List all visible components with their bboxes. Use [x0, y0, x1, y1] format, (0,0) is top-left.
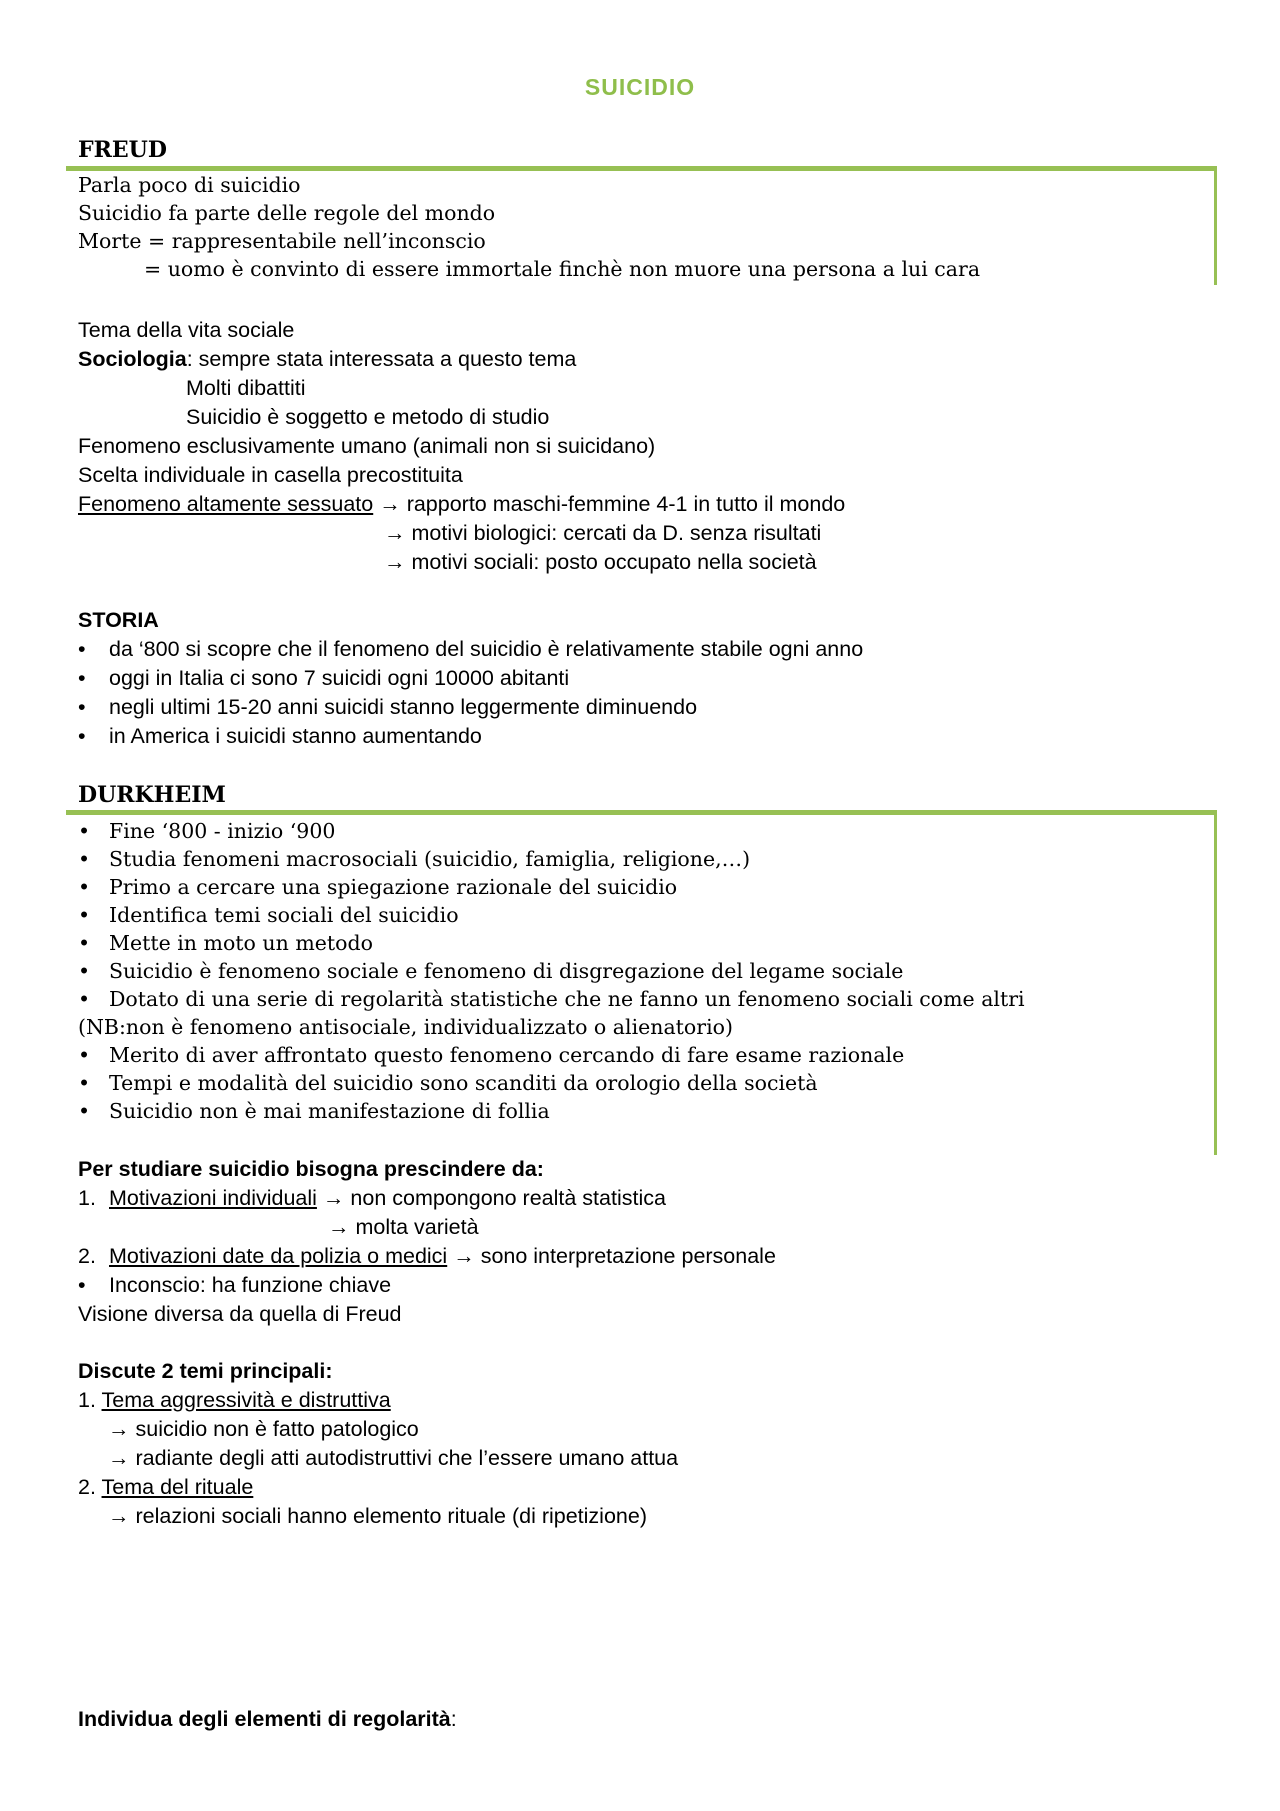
- bullet-icon: •: [78, 695, 86, 719]
- durkheim-item-text: Tempi e modalità del suicidio sono scanditi da orologio della società: [109, 1071, 818, 1095]
- regolarita-section: [78, 1705, 1208, 1734]
- list-number: 1.: [78, 1186, 96, 1210]
- arrow-icon: →: [328, 1215, 350, 1239]
- regolarita-colon: :: [450, 1707, 457, 1731]
- arrow-icon: →: [384, 521, 406, 545]
- prescindere-arrow-text: sono interpretazione personale: [480, 1244, 776, 1268]
- arrow-icon: →: [322, 1186, 345, 1210]
- storia-item-text: in America i suicidi stanno aumentando: [109, 724, 482, 748]
- tema-item: [78, 1473, 1208, 1502]
- sessuato-arrow-line: [78, 519, 1208, 548]
- durkheim-item-text: Fine ‘800 - inizio ‘900: [109, 819, 336, 843]
- storia-section: [78, 606, 1208, 751]
- durkheim-item-text: Primo a cercare una spiegazione razionale del suicidio: [109, 875, 678, 899]
- bullet-icon: •: [78, 1071, 91, 1095]
- sociology-subline: Molti dibattiti: [186, 376, 306, 400]
- durkheim-item: [78, 845, 1208, 873]
- storia-item: [78, 664, 1208, 693]
- sessuato-arrow-text: motivi sociali: posto occupato nella società: [411, 550, 817, 574]
- bullet-icon: •: [78, 1099, 91, 1123]
- sociology-subline: Suicidio è soggetto e metodo di studio: [186, 405, 550, 429]
- tema-item: [78, 1386, 1208, 1415]
- freud-line: Morte = rappresentabile nell’inconscio: [78, 229, 486, 253]
- bullet-icon: •: [78, 724, 86, 748]
- social-theme-line: Tema della vita sociale: [78, 318, 295, 342]
- bullet-icon: •: [78, 847, 91, 871]
- bullet-icon: •: [78, 1043, 91, 1067]
- freud-line: Suicidio fa parte delle regole del mondo: [78, 201, 496, 225]
- durkheim-item-text: Identifica temi sociali del suicidio: [109, 903, 459, 927]
- bullet-icon: •: [78, 666, 86, 690]
- storia-item: [78, 722, 1208, 751]
- durkheim-item: [78, 873, 1208, 901]
- durkheim-item-text: Dotato di una serie di regolarità statistiche che ne fanno un fenomeno sociali come altri: [109, 987, 1025, 1011]
- sessuato-line: [78, 490, 1208, 519]
- visione-line: Visione diversa da quella di Freud: [78, 1302, 402, 1326]
- list-number: 2.: [78, 1244, 96, 1268]
- inconscio-text: Inconscio: ha funzione chiave: [109, 1273, 392, 1297]
- inconscio-item: [78, 1271, 1208, 1300]
- social-line: Fenomeno esclusivamente umano (animali non si suicidano): [78, 434, 656, 458]
- sessuato-arrow-text: rapporto maschi-femmine 4-1 in tutto il mondo: [406, 492, 846, 516]
- tema-label: Tema aggressività e distruttiva: [101, 1388, 391, 1412]
- storia-heading: STORIA: [78, 608, 159, 632]
- sessuato-label: Fenomeno altamente sessuato: [78, 492, 374, 516]
- list-number: 1.: [78, 1388, 96, 1412]
- bullet-icon: •: [78, 875, 91, 899]
- prescindere-item: [78, 1242, 1208, 1271]
- social-section: [78, 316, 1208, 577]
- bullet-icon: •: [78, 987, 91, 1011]
- storia-item: [78, 693, 1208, 722]
- durkheim-item-text: Suicidio è fenomeno sociale e fenomeno di disgregazione del legame sociale: [109, 959, 904, 983]
- storia-item-text: negli ultimi 15-20 anni suicidi stanno leggermente diminuendo: [109, 695, 698, 719]
- prescindere-item: [78, 1184, 1208, 1213]
- durkheim-note: (NB:non è fenomeno antisociale, individualizzato o alienatorio): [78, 1015, 733, 1039]
- prescindere-heading: Per studiare suicidio bisogna prescindere da:: [78, 1157, 544, 1181]
- bullet-icon: •: [78, 637, 86, 661]
- temi-heading: Discute 2 temi principali:: [78, 1359, 333, 1383]
- freud-heading: FREUD: [78, 137, 167, 163]
- prescindere-arrow-line: [78, 1213, 1208, 1242]
- tema-arrow-line: [78, 1415, 1208, 1444]
- tema-arrow-text: radiante degli atti autodistruttivi che l’essere umano attua: [135, 1446, 679, 1470]
- arrow-icon: →: [108, 1417, 130, 1441]
- durkheim-item-text: Studia fenomeni macrosociali (suicidio, famiglia, religione,…): [109, 847, 751, 871]
- freud-line: = uomo è convinto di essere immortale finchè non muore una persona a lui cara: [144, 257, 981, 281]
- temi-section: [78, 1357, 1208, 1531]
- durkheim-item: [78, 901, 1208, 929]
- tema-arrow-line: [78, 1502, 1208, 1531]
- storia-item: [78, 635, 1208, 664]
- bullet-icon: •: [78, 959, 91, 983]
- durkheim-item: [78, 957, 1208, 985]
- sociology-line: [78, 345, 1208, 374]
- bullet-icon: •: [78, 931, 91, 955]
- regolarita-line: [78, 1705, 1208, 1734]
- durkheim-item: [78, 1041, 1208, 1069]
- social-line: Scelta individuale in casella precostituita: [78, 463, 463, 487]
- tema-arrow-line: [78, 1444, 1208, 1473]
- prescindere-label: Motivazioni date da polizia o medici: [109, 1244, 448, 1268]
- storia-item-text: oggi in Italia ci sono 7 suicidi ogni 10000 abitanti: [109, 666, 570, 690]
- prescindere-section: [78, 1155, 1208, 1329]
- sociology-text: : sempre stata interessata a questo tema: [186, 347, 577, 371]
- arrow-icon: →: [384, 550, 406, 574]
- prescindere-arrow-text: non compongono realtà statistica: [350, 1186, 666, 1210]
- arrow-icon: →: [379, 492, 401, 516]
- durkheim-item: [78, 1097, 1208, 1125]
- tema-label: Tema del rituale: [101, 1475, 254, 1499]
- sessuato-arrow-line: [78, 548, 1208, 577]
- durkheim-item: [78, 985, 1208, 1013]
- sociology-label: Sociologia: [78, 347, 187, 371]
- tema-arrow-text: relazioni sociali hanno elemento rituale (di ripetizione): [135, 1504, 647, 1528]
- bullet-icon: •: [78, 903, 91, 927]
- durkheim-item: [78, 817, 1208, 845]
- durkheim-body: [78, 817, 1208, 1125]
- document-title: SUICIDIO: [584, 74, 696, 100]
- prescindere-label: Motivazioni individuali: [109, 1186, 317, 1210]
- arrow-icon: →: [108, 1446, 130, 1470]
- durkheim-item: [78, 1069, 1208, 1097]
- sessuato-arrow-text: motivi biologici: cercati da D. senza risultati: [411, 521, 822, 545]
- durkheim-heading: DURKHEIM: [78, 782, 226, 808]
- durkheim-item-text: Mette in moto un metodo: [109, 931, 373, 955]
- durkheim-item-text: Merito di aver affrontato questo fenomeno cercando di fare esame razionale: [109, 1043, 905, 1067]
- tema-arrow-text: suicidio non è fatto patologico: [135, 1417, 419, 1441]
- storia-item-text: da ‘800 si scopre che il fenomeno del suicidio è relativamente stabile ogni anno: [109, 637, 864, 661]
- bullet-icon: •: [78, 819, 91, 843]
- arrow-icon: →: [453, 1244, 475, 1268]
- prescindere-arrow-text: molta varietà: [355, 1215, 479, 1239]
- regolarita-label: Individua degli elementi di regolarità: [78, 1707, 451, 1731]
- bullet-icon: •: [78, 1273, 86, 1297]
- durkheim-item-text: Suicidio non è mai manifestazione di follia: [109, 1099, 550, 1123]
- freud-line: Parla poco di suicidio: [78, 173, 301, 197]
- list-number: 2.: [78, 1475, 96, 1499]
- durkheim-item: [78, 929, 1208, 957]
- freud-body: [78, 171, 1208, 283]
- arrow-icon: →: [108, 1504, 130, 1528]
